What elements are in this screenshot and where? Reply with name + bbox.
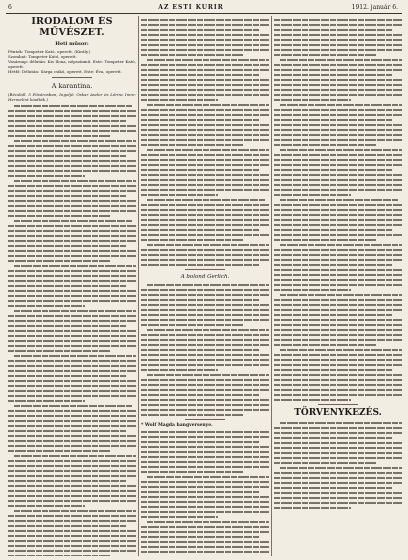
weekly-program-heading: Heti műsor: [55, 41, 89, 47]
masthead: AZ ESTI KURIR [158, 4, 224, 11]
column-3 [274, 16, 402, 556]
notice-heading: * Wolf Magda hangversenye. [141, 423, 213, 428]
article-byline: (Bécsből. 5 Fővárosban, Ingoljé: Oskar Andor és Lőrinc Imre: Hermelint kiadták.) [8, 92, 136, 102]
article-body [141, 19, 269, 266]
separator [318, 404, 358, 405]
article-title: A karantina. [51, 82, 93, 90]
article-body [8, 105, 136, 556]
separator [52, 77, 92, 78]
column-divider [138, 16, 139, 556]
program-line: Vasárnap: délután: Kis Ilona, népszínmű. Este: Tompeter Kató, operett. [8, 59, 136, 69]
program-line: Szombat: Tompeter Kató, operett. [8, 54, 77, 59]
column-divider [271, 16, 272, 556]
separator [185, 419, 225, 420]
separator [185, 269, 225, 270]
article-body [274, 422, 402, 509]
page-header [6, 3, 402, 13]
weekly-program [8, 49, 136, 74]
header-rule [6, 13, 402, 14]
section-title-irodalom: IRODALOM ÉS MŰVÉSZET. [31, 16, 113, 38]
section-title-torvenykezes: TÖRVENYKEZÉS. [294, 408, 382, 418]
column-1 [8, 16, 136, 556]
column-2 [141, 16, 269, 556]
article-body [141, 284, 269, 416]
program-line: Péntek: Tompeter Kató, operett. (Király.) [8, 49, 91, 54]
article-title: A bolond Gerlich. [180, 274, 230, 280]
article-body [274, 19, 402, 401]
article-body [141, 431, 269, 556]
program-line: Hétfő: Délután: Sárga csikó, operett. Este: Éva, operett. [8, 69, 122, 74]
issue-date: 1912. január 6. [351, 4, 398, 11]
page-number: 6 [8, 4, 12, 11]
